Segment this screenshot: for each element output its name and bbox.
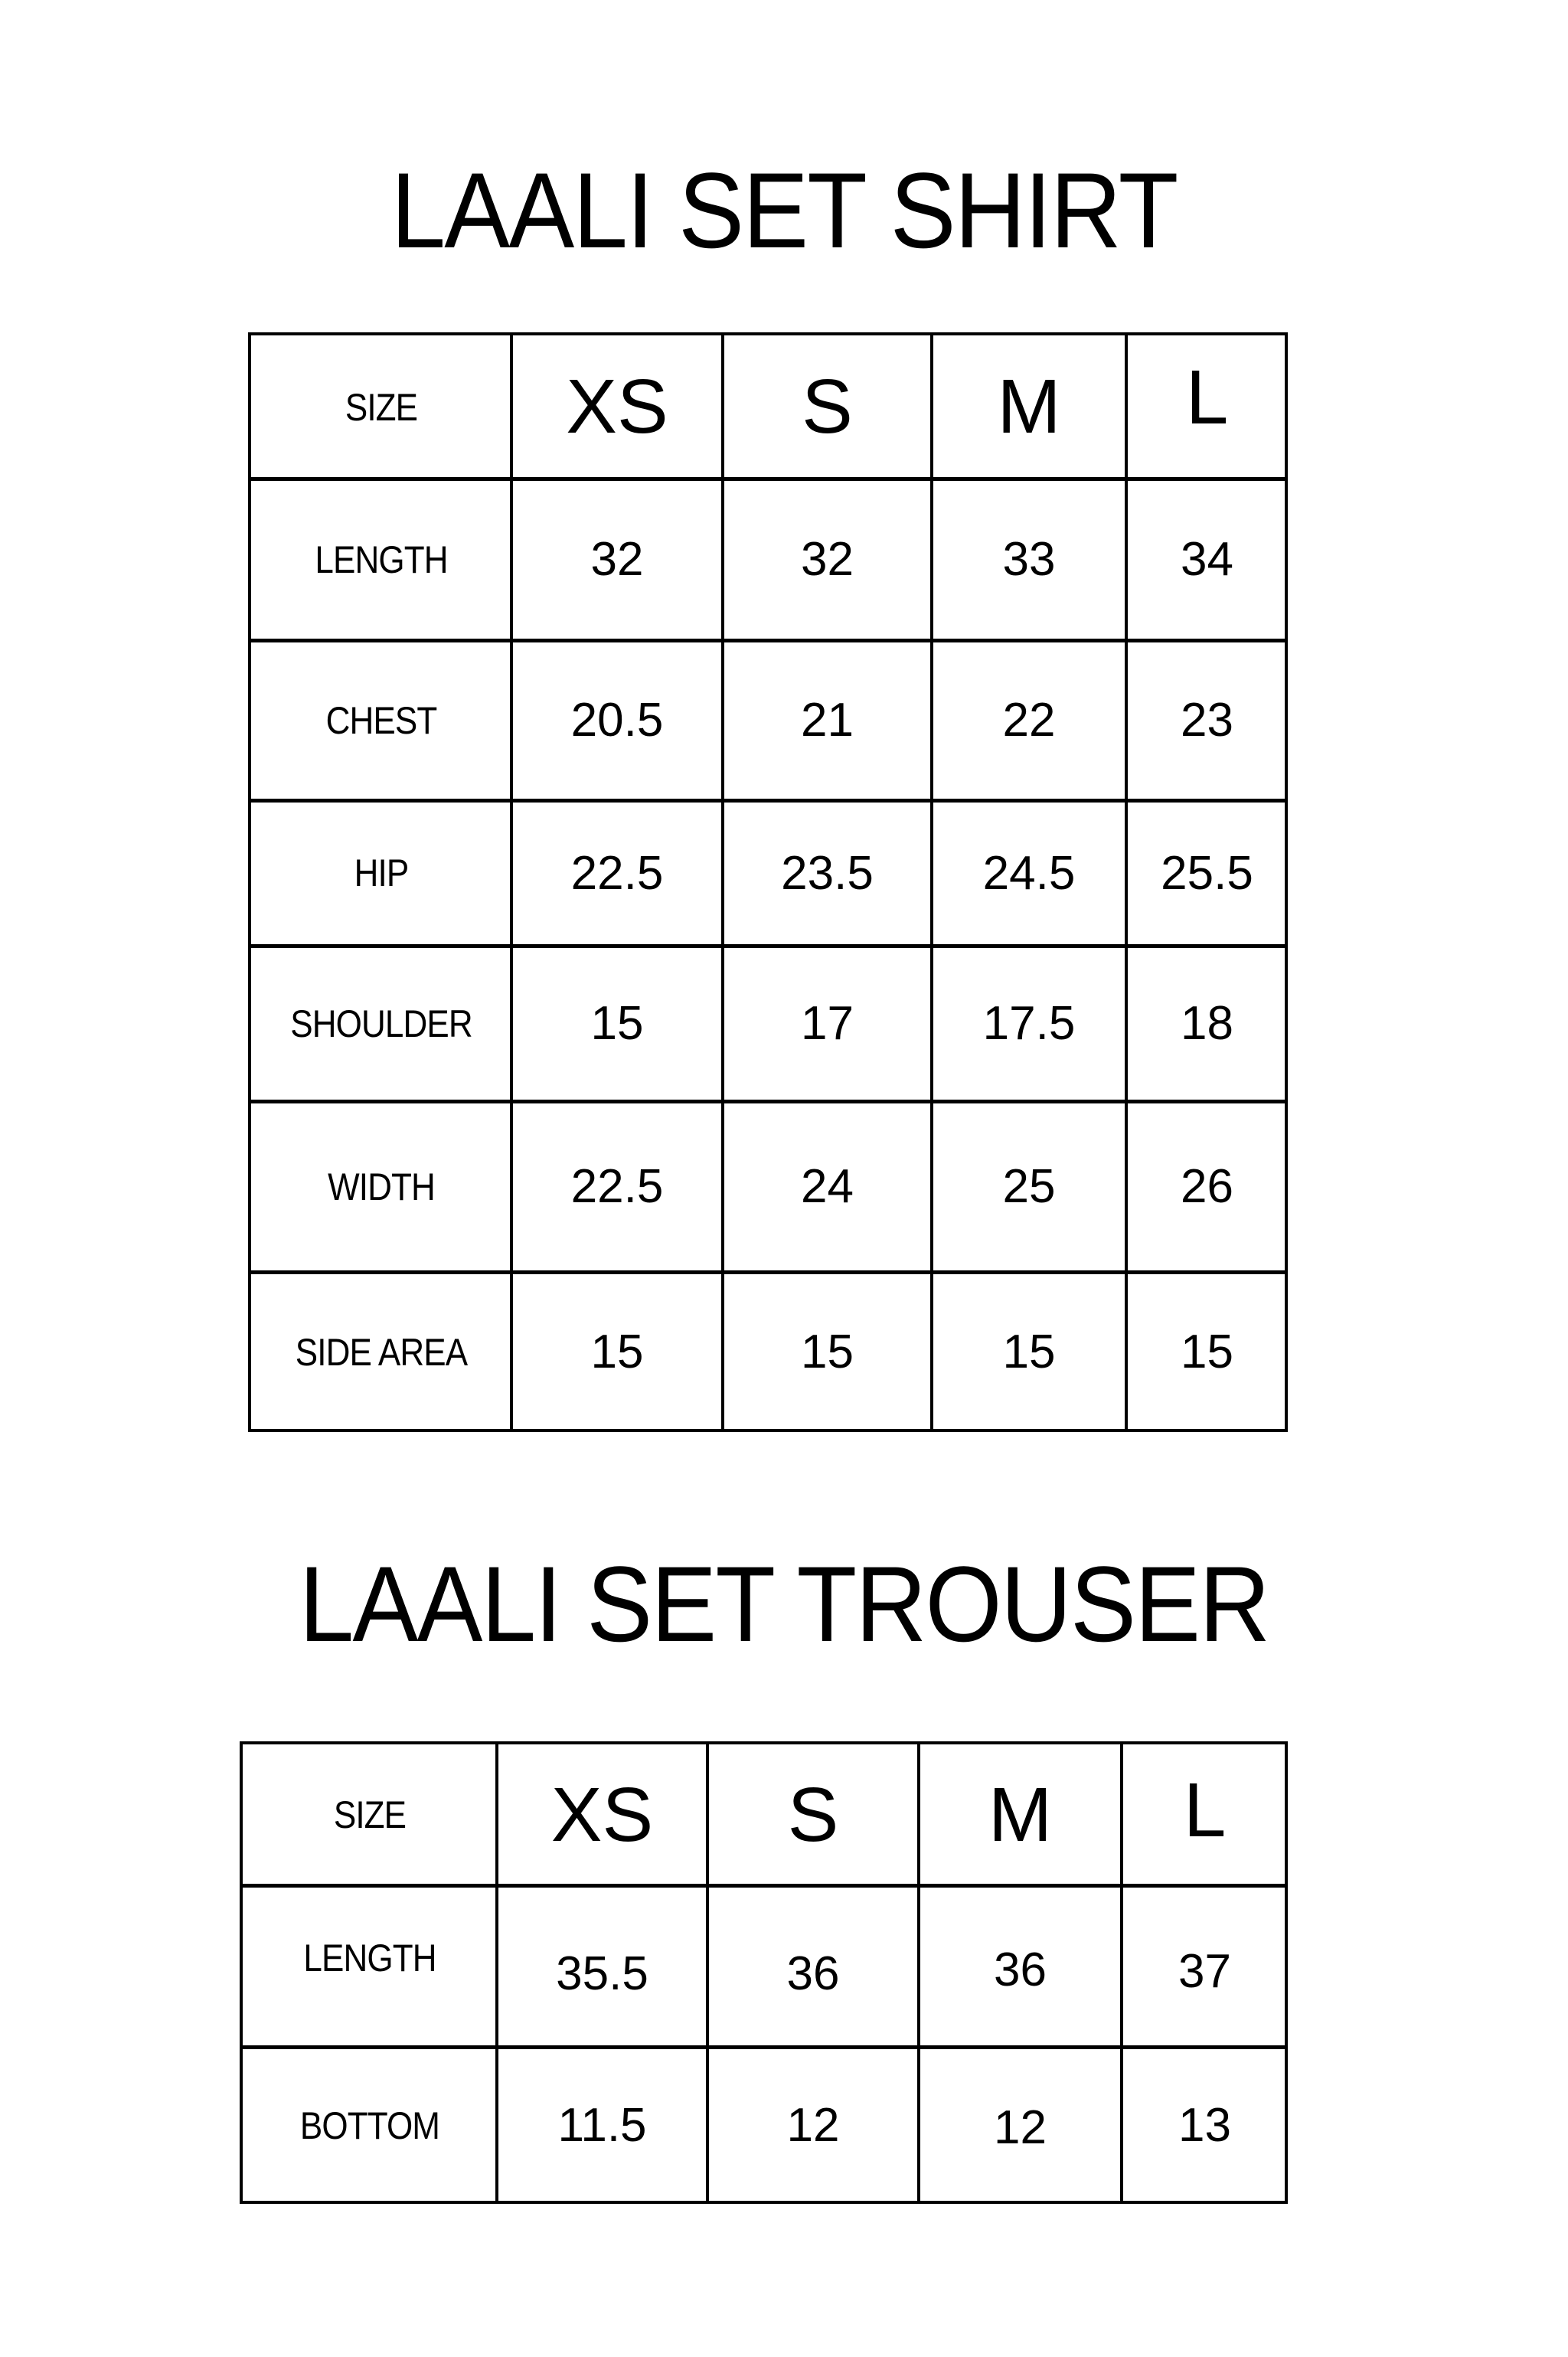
cell-value: 36 — [994, 1943, 1047, 1996]
cell-value: 17.5 — [982, 997, 1076, 1050]
header-size-xs: XS — [550, 1771, 654, 1858]
row-label-chest: CHEST — [325, 698, 437, 742]
cell-value: 23 — [1181, 694, 1233, 747]
cell-value: 34 — [1181, 533, 1233, 586]
cell-value: 23.5 — [781, 846, 874, 900]
cell-value: 24 — [801, 1160, 854, 1213]
shirt-title: LAALI SET SHIRT — [390, 150, 1178, 270]
row-label-hip: HIP — [354, 852, 409, 894]
cell-value: 12 — [786, 2099, 840, 2152]
cell-value: 33 — [1002, 533, 1056, 586]
header-size-s: S — [802, 364, 853, 449]
cell-value: 15 — [1181, 1326, 1233, 1378]
cell-value: 18 — [1181, 997, 1233, 1050]
trouser-title: LAALI SET TROUSER — [299, 1544, 1269, 1664]
cell-value: 20.5 — [570, 694, 664, 747]
cell-value: 22 — [1002, 694, 1056, 747]
row-label-width: WIDTH — [328, 1165, 435, 1208]
cell-value: 15 — [590, 1326, 644, 1378]
cell-value: 22.5 — [570, 846, 664, 900]
row-label-shoulder: SHOULDER — [290, 1002, 472, 1045]
header-size-s: S — [787, 1771, 839, 1858]
row-label-bottom: BOTTOM — [299, 2104, 440, 2147]
header-size-m: M — [988, 1771, 1053, 1858]
cell-value: 26 — [1181, 1160, 1233, 1213]
cell-value: 22.5 — [570, 1160, 664, 1213]
cell-value: 15 — [1002, 1326, 1056, 1378]
cell-value: 15 — [590, 997, 644, 1050]
cell-value: 21 — [801, 694, 854, 747]
cell-value: 36 — [786, 1947, 840, 2000]
cell-value: 12 — [994, 2100, 1047, 2154]
cell-value: 15 — [801, 1326, 854, 1378]
cell-value: 17 — [801, 997, 854, 1050]
row-label-length: LENGTH — [315, 538, 448, 581]
cell-value: 35.5 — [556, 1947, 648, 2000]
cell-value: 24.5 — [982, 846, 1076, 900]
cell-value: 25 — [1002, 1160, 1056, 1213]
row-label-side-area: SIDE AREA — [295, 1330, 468, 1374]
trouser-size-table — [240, 1741, 1288, 2204]
header-size-xs: XS — [566, 364, 668, 449]
header-size-l: L — [1185, 355, 1229, 440]
cell-value: 32 — [590, 533, 644, 586]
header-size-label: SIZE — [333, 1793, 407, 1836]
header-size-l: L — [1183, 1767, 1227, 1853]
cell-value: 37 — [1178, 1945, 1231, 1998]
cell-value: 13 — [1178, 2099, 1231, 2152]
header-size-m: M — [997, 364, 1061, 449]
cell-value: 32 — [801, 533, 854, 586]
row-label-length: LENGTH — [303, 1937, 436, 1979]
cell-value: 11.5 — [557, 2099, 647, 2152]
shirt-size-table — [248, 332, 1288, 1432]
header-size-label: SIZE — [345, 385, 418, 429]
cell-value: 25.5 — [1161, 846, 1253, 900]
